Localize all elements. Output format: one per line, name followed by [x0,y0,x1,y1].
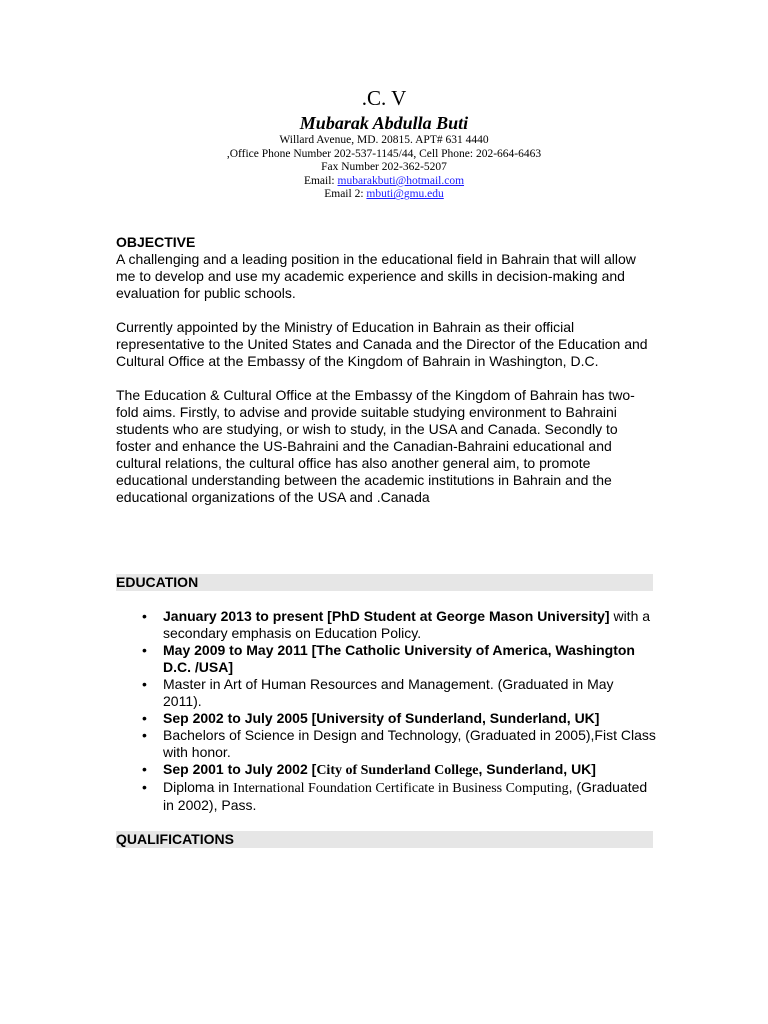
list-item [116,779,656,814]
spacer [116,506,656,574]
edu-item-title-part: , Sunderland, UK] [478,761,596,777]
edu-item-detail: , (Graduated in 2002), Pass. [163,779,648,813]
person-name: Mubarak Abdulla Buti [299,113,469,133]
education-list [116,608,656,814]
email2-link[interactable]: mbuti@gmu.edu [366,188,444,201]
list-item [116,761,656,779]
objective-paragraph-1: A challenging and a leading position in the educational field in Bahrain that will allow me to develop and use my academic experience and skills in decision-making and evaluation for public schools. [116,251,636,301]
phone-line: ,Office Phone Number 202-537-1145/44, Cell Phone: 202-664-6463 [226,147,542,160]
edu-item-detail: Bachelors of Science in Design and Technology, (Graduated in 2005),Fist Class with honor. [163,727,656,760]
spacer [116,814,656,831]
email-line [0,175,768,189]
cv-body [116,234,656,848]
bullet-icon: • [142,608,147,624]
list-item [116,608,656,642]
bullet-icon: • [142,727,147,743]
email2-line [0,188,768,202]
list-item [116,642,656,676]
edu-item-detail: with a secondary emphasis on Education Policy. [163,608,651,641]
bullet-icon: • [142,642,147,658]
cv-header [0,86,768,202]
objective-paragraph-3: The Education & Cultural Office at the Embassy of the Kingdom of Bahrain has two-fold aims. Firstly, to advise and provide suitable studying environment to Bahraini students who are studying, or wish to study, in the USA and Canada. Secondly to foster and enhance the US-Bahraini and the Canadian-Bahraini educational and cultural relations, the cultural office has also another general aim, to promote educational understanding between the academic institutions in Bahrain and the educational organizations of the USA and .Canada [116,387,635,505]
edu-item-title-college: City of Sunderland College [316,763,479,778]
list-item [116,710,656,727]
list-item [116,676,656,710]
edu-item-title: May 2009 to May 2011 [The Catholic University of America, Washington D.C. /USA] [163,642,635,675]
objective-paragraph-2: Currently appointed by the Ministry of Education in Bahrain as their official representative to the United States and Canada and the Director of the Education and Cultural Office at the Embassy of the Kingdom of Bahrain in Washington, D.C. [116,319,648,369]
spacer [116,591,656,608]
bullet-icon: • [142,761,147,777]
edu-item-detail: Master in Art of Human Resources and Management. (Graduated in May 2011). [163,676,614,709]
objective-heading: OBJECTIVE [116,234,196,250]
bullet-icon: • [142,779,147,795]
edu-item-title-part: Sep 2001 to July 2002 [ [163,761,317,777]
email-link[interactable]: mubarakbuti@hotmail.com [337,174,465,187]
edu-item-detail-course: International Foundation Certificate in Business Computing [233,781,569,796]
education-heading: EDUCATION [116,574,653,591]
edu-item-title [163,761,596,777]
edu-item-title: Sep 2002 to July 2005 [University of Sunderland, Sunderland, UK] [163,710,600,726]
email-label: Email: [303,174,335,187]
fax-line: Fax Number 202-362-5207 [321,161,447,174]
cv-title: .C. V [361,86,407,110]
edu-item-detail: Diploma in [163,779,234,795]
email2-label: Email 2: [324,188,364,201]
address-line: Willard Avenue, MD. 20815. APT# 631 4440 [279,134,489,146]
bullet-icon: • [142,710,147,726]
edu-item-title: January 2013 to present [PhD Student at George Mason University] [163,608,610,624]
qualifications-heading: QUALIFICATIONS [116,831,653,848]
bullet-icon: • [142,676,147,692]
list-item [116,727,656,761]
